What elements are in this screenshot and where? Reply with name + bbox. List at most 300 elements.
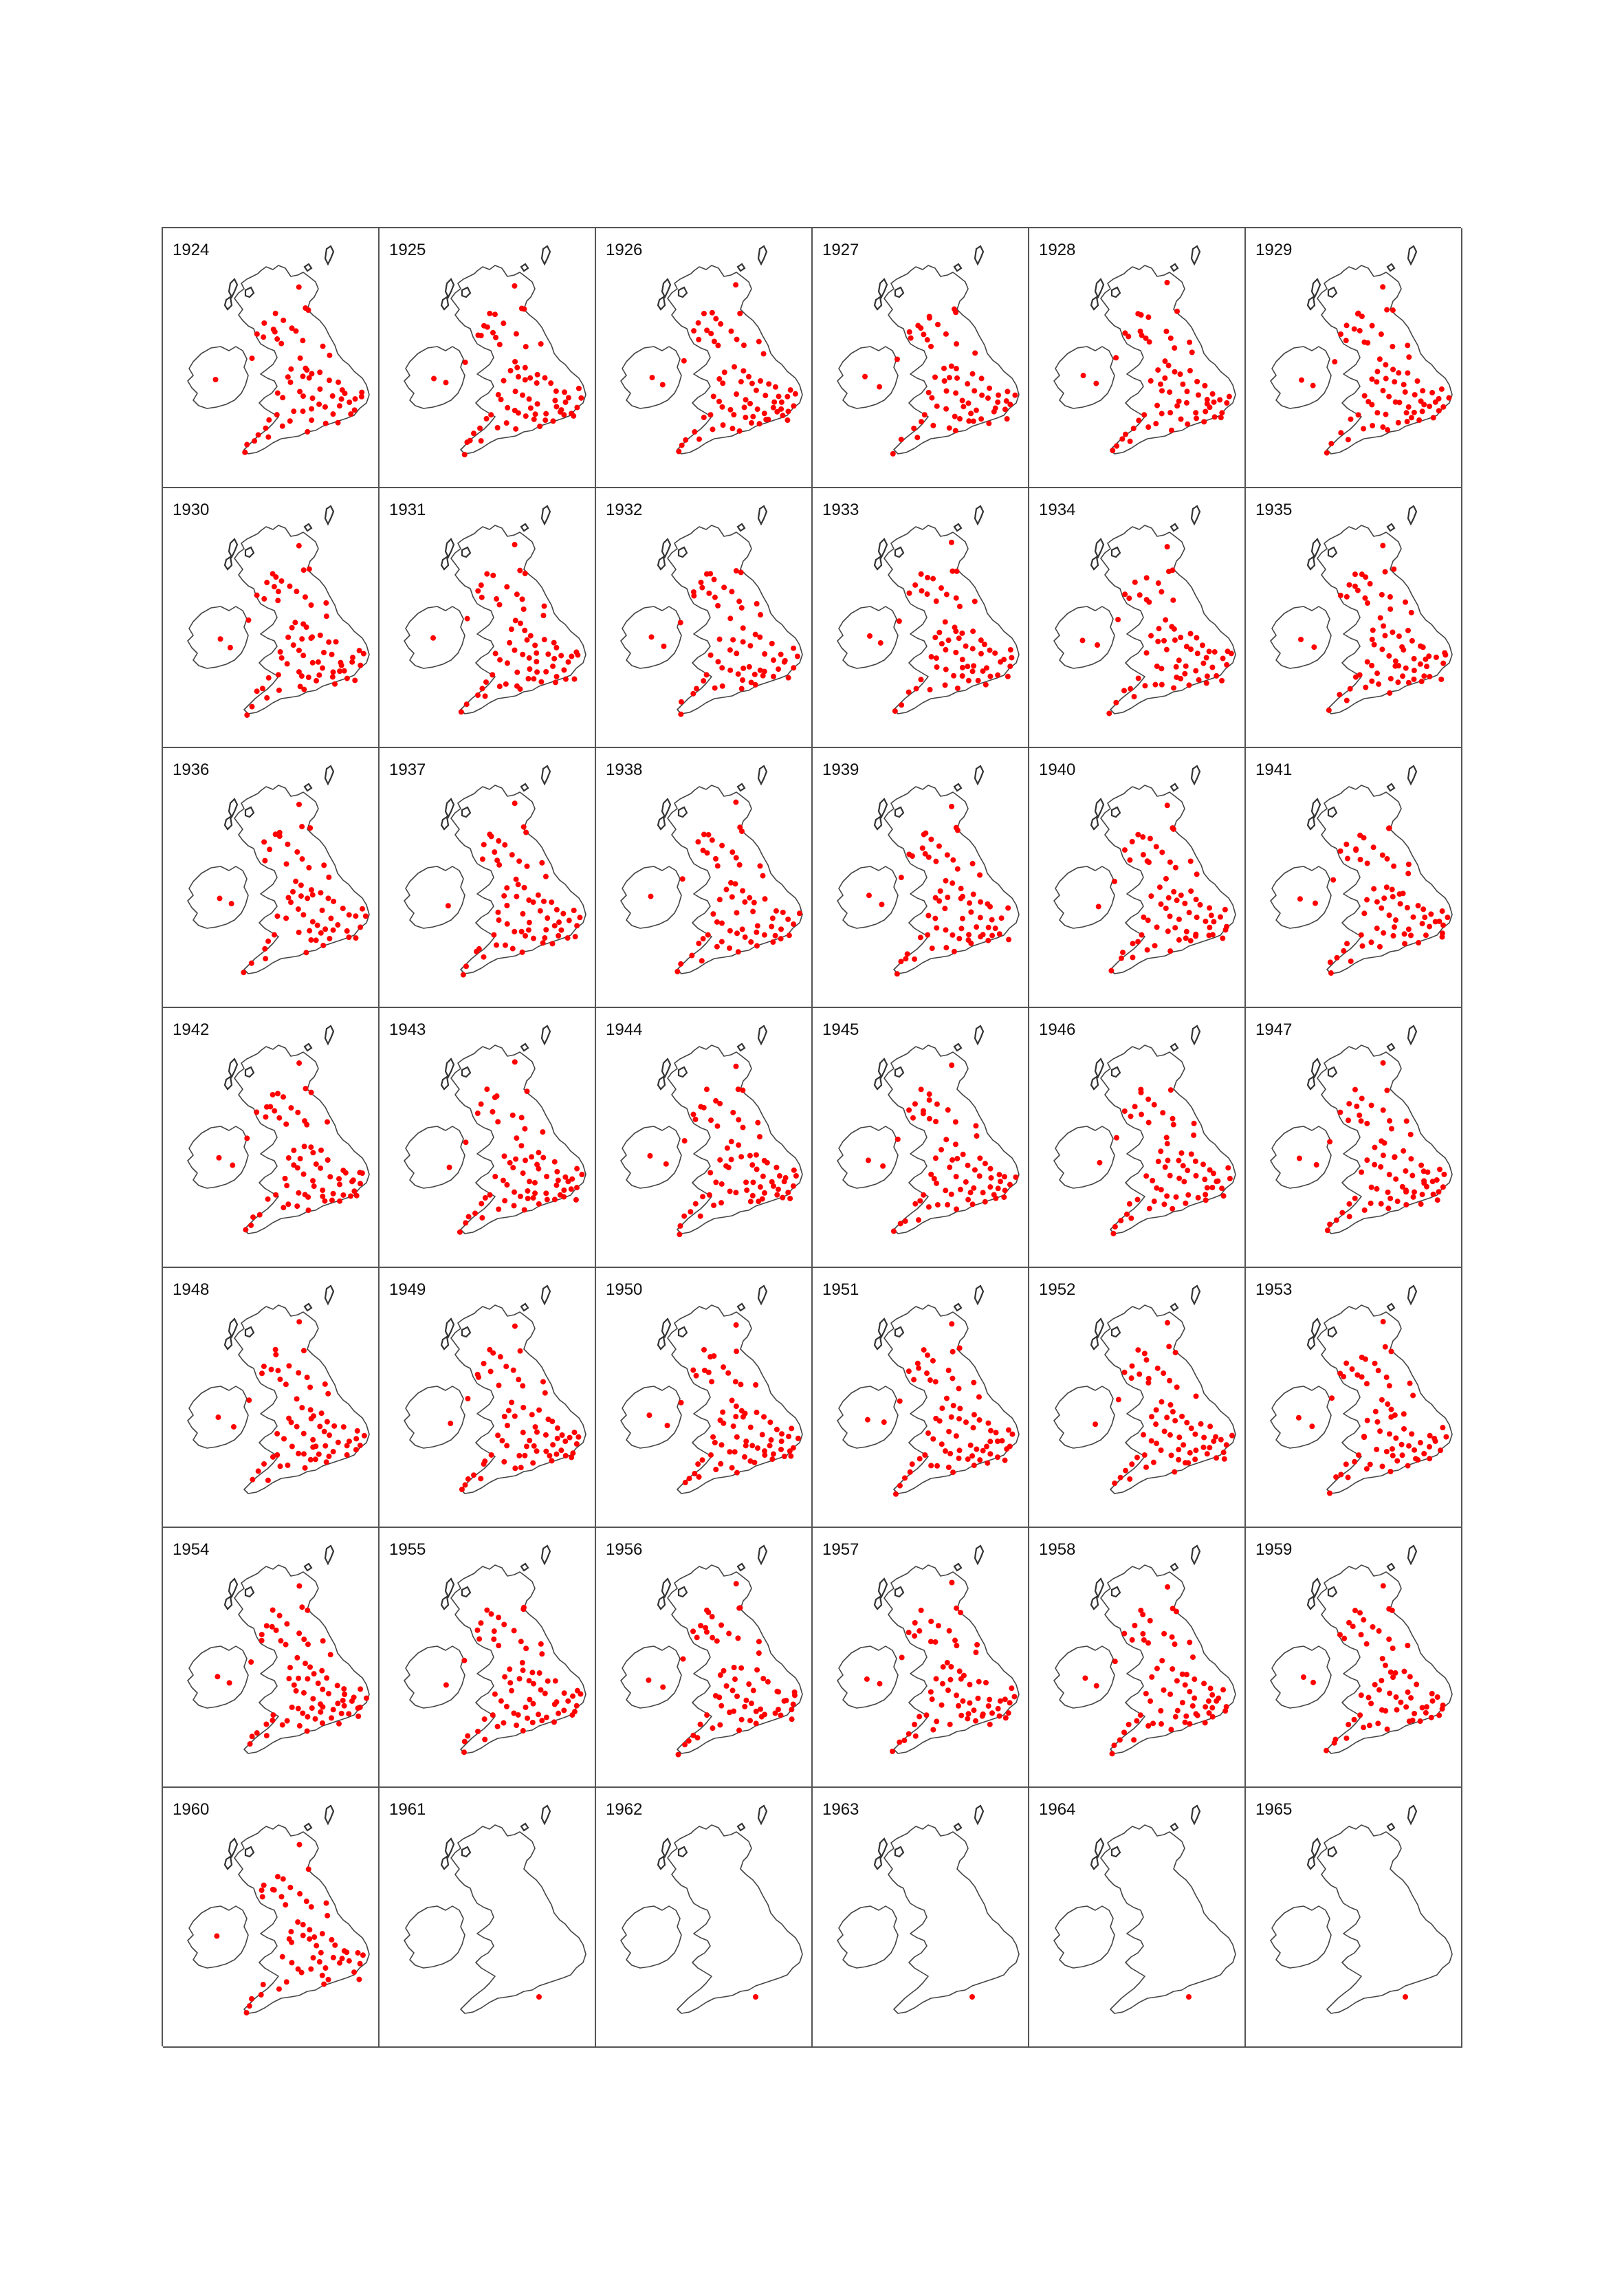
outer-hebrides <box>658 279 670 309</box>
record-dot <box>1172 1418 1178 1423</box>
record-dot <box>327 936 332 941</box>
isle-of-skye <box>1112 547 1120 557</box>
record-dot <box>497 684 503 689</box>
year-label: 1953 <box>1255 1280 1293 1299</box>
record-dot <box>760 1174 766 1179</box>
record-dot <box>523 830 529 835</box>
record-dot <box>555 1425 560 1431</box>
map-panel <box>163 228 380 488</box>
record-dot <box>1399 1442 1405 1447</box>
record-dot <box>571 908 577 913</box>
year-label: 1946 <box>1039 1020 1076 1039</box>
record-dot <box>784 417 790 423</box>
record-dot <box>1374 410 1380 415</box>
record-dot <box>1174 1608 1179 1614</box>
outer-hebrides <box>1308 799 1320 829</box>
record-dot <box>1394 1458 1400 1464</box>
record-dot <box>309 1416 314 1421</box>
record-dot <box>472 1210 478 1216</box>
record-dot <box>1352 326 1357 331</box>
record-dot <box>1402 931 1407 937</box>
record-dot <box>1135 832 1141 838</box>
record-dot <box>737 862 743 868</box>
record-dot <box>1408 932 1414 938</box>
record-dot <box>1214 1455 1219 1461</box>
record-dot <box>474 949 479 954</box>
record-dot <box>516 374 521 380</box>
record-dot <box>1159 849 1165 855</box>
record-dot <box>993 926 998 931</box>
record-dot <box>1440 922 1446 928</box>
record-dot <box>1002 406 1008 412</box>
record-dot <box>320 1704 325 1709</box>
record-dot <box>1159 1658 1165 1663</box>
british-isles-map <box>163 748 380 1008</box>
shetland-islands <box>1408 766 1416 784</box>
record-dot <box>1145 314 1151 320</box>
record-dot <box>1376 681 1381 687</box>
record-dot <box>771 405 776 411</box>
record-dot <box>1361 910 1367 916</box>
record-dot <box>516 411 521 416</box>
record-dot <box>311 1183 317 1189</box>
record-dot <box>527 1697 532 1703</box>
record-dot <box>542 935 547 941</box>
record-dot <box>731 1708 736 1714</box>
record-dot <box>552 923 558 928</box>
british-isles-map <box>813 1788 1029 2048</box>
record-dot <box>1355 588 1361 593</box>
record-dot <box>934 925 939 930</box>
record-dot <box>1337 1632 1343 1637</box>
record-dot <box>951 1403 956 1408</box>
map-panel <box>1029 228 1246 488</box>
record-dot <box>1188 938 1194 943</box>
outer-hebrides <box>1091 1319 1104 1349</box>
record-dot <box>1159 1447 1164 1453</box>
record-dot <box>959 631 965 636</box>
record-dot <box>1194 379 1200 384</box>
record-dot <box>956 1416 962 1421</box>
record-dot <box>248 1659 254 1665</box>
year-label: 1926 <box>606 241 643 259</box>
record-dot <box>778 1713 783 1718</box>
record-dot <box>952 414 958 419</box>
record-dot <box>750 1193 756 1199</box>
record-dot <box>333 639 339 644</box>
record-dot <box>320 1194 325 1199</box>
record-dot <box>461 972 466 978</box>
record-dot <box>295 1919 300 1925</box>
record-dot <box>1152 943 1158 948</box>
record-dot <box>977 1155 983 1161</box>
record-dot <box>1196 677 1202 683</box>
record-dot <box>316 673 322 678</box>
record-dot <box>1391 933 1396 939</box>
record-dot <box>1160 1110 1165 1115</box>
record-dot <box>1170 598 1176 603</box>
record-dot <box>296 1676 301 1681</box>
record-dot <box>718 1200 724 1205</box>
record-dot <box>1370 323 1375 329</box>
record-dot <box>574 923 580 928</box>
record-dot <box>261 1982 266 1987</box>
record-dot <box>740 926 745 932</box>
record-dot <box>492 311 498 317</box>
british-isles-map <box>380 1788 596 2048</box>
record-dot <box>994 1430 999 1435</box>
record-dot <box>1132 1623 1137 1628</box>
record-dot <box>1418 1440 1423 1445</box>
record-dot <box>254 331 260 337</box>
record-dot <box>1172 369 1178 375</box>
record-dot <box>502 1198 507 1203</box>
record-dot <box>987 904 993 910</box>
record-dot <box>1357 1113 1362 1118</box>
record-dot <box>1420 388 1425 393</box>
record-dot <box>532 1180 538 1185</box>
record-dot <box>475 692 481 698</box>
record-dot <box>765 1679 771 1685</box>
record-dot <box>733 1190 738 1195</box>
record-dot <box>698 1722 703 1727</box>
record-dot <box>504 1182 509 1188</box>
record-dot <box>729 1465 735 1471</box>
record-dot <box>942 906 947 911</box>
record-dot <box>1196 1195 1201 1201</box>
record-dot <box>1007 1182 1013 1188</box>
record-dot <box>897 1483 903 1489</box>
record-dot <box>514 331 519 337</box>
record-dot <box>1405 628 1411 633</box>
record-dot <box>284 1621 289 1627</box>
isle-of-skye <box>1112 807 1120 817</box>
record-dot <box>1227 394 1232 400</box>
record-dot <box>294 1655 300 1661</box>
record-dot <box>471 430 476 436</box>
record-dot <box>1146 860 1152 865</box>
record-dot <box>531 1195 536 1201</box>
record-dot <box>1418 1163 1424 1168</box>
record-dot <box>985 938 991 943</box>
record-dot <box>969 1453 975 1458</box>
record-dot <box>960 657 965 662</box>
record-dot <box>1202 383 1207 389</box>
record-dot <box>708 1452 714 1458</box>
record-dot <box>553 1183 559 1188</box>
record-dot <box>755 923 760 928</box>
record-dot <box>950 1349 956 1355</box>
map-panel <box>163 1008 380 1268</box>
record-dot <box>1154 844 1159 849</box>
record-dot <box>701 1105 707 1111</box>
record-dot <box>1176 1457 1181 1463</box>
record-dot <box>941 1664 946 1670</box>
record-dot <box>1430 1698 1436 1704</box>
record-dot <box>496 1383 502 1388</box>
coastline-britain <box>668 785 802 974</box>
record-dot <box>322 1381 328 1387</box>
record-dot <box>533 411 538 417</box>
record-dot <box>355 1714 361 1719</box>
record-dot <box>1119 956 1124 961</box>
record-dot <box>330 411 336 417</box>
record-dot <box>1225 1165 1231 1170</box>
record-dot <box>947 1451 953 1456</box>
record-dot <box>520 1430 526 1435</box>
record-dot <box>533 1424 538 1430</box>
record-dot <box>788 387 793 393</box>
record-dot <box>1005 416 1010 422</box>
isle-of-skye <box>245 547 254 557</box>
record-dot <box>716 399 722 404</box>
record-dot <box>925 913 931 919</box>
record-dot <box>1130 1364 1135 1369</box>
record-dot <box>972 1463 977 1468</box>
record-dot <box>1130 1637 1135 1643</box>
map-panel <box>1246 1268 1462 1528</box>
map-panel <box>1246 488 1462 748</box>
record-dot <box>1184 644 1189 649</box>
record-dot <box>724 1683 729 1689</box>
record-dot <box>257 1212 263 1218</box>
record-dot <box>714 919 720 925</box>
record-dot <box>1127 857 1132 863</box>
record-dot <box>276 672 281 677</box>
map-panel <box>1029 488 1246 748</box>
record-dot <box>1416 417 1422 423</box>
record-dot <box>1374 926 1380 931</box>
record-dot <box>1187 1450 1193 1456</box>
record-dot <box>1210 932 1216 937</box>
record-dot <box>736 1727 742 1733</box>
record-dot <box>792 1692 798 1698</box>
record-dot <box>1390 894 1396 899</box>
record-dot <box>1423 657 1428 662</box>
record-dot <box>535 401 540 406</box>
record-dot <box>747 643 753 648</box>
record-dot <box>284 1183 289 1188</box>
coastline-ireland <box>1271 1906 1331 1968</box>
record-dot <box>698 1623 703 1628</box>
record-dot <box>246 1397 252 1403</box>
record-dot <box>294 1396 300 1401</box>
record-dot <box>995 673 1000 678</box>
record-dot <box>699 585 705 591</box>
record-dot <box>1376 1628 1382 1634</box>
record-dot <box>320 666 325 671</box>
record-dot <box>965 1197 971 1203</box>
record-dot <box>1137 592 1143 598</box>
coastline-ireland <box>1054 866 1115 928</box>
record-dot <box>346 934 351 940</box>
record-dot <box>287 584 292 589</box>
record-dot <box>686 1476 692 1481</box>
record-dot <box>688 1209 693 1214</box>
record-dot <box>757 635 762 640</box>
record-dot <box>751 900 757 906</box>
record-dot <box>1352 1717 1357 1723</box>
record-dot <box>265 1478 271 1483</box>
record-dot <box>1224 1442 1229 1447</box>
record-dot <box>995 400 1000 405</box>
record-dot <box>919 588 925 593</box>
record-dot <box>309 602 314 608</box>
british-isles-map <box>813 1268 1029 1528</box>
record-dot <box>1401 1148 1406 1154</box>
record-dot <box>499 1438 505 1443</box>
outer-hebrides <box>225 799 237 829</box>
record-dot <box>1326 708 1332 713</box>
record-dot <box>877 384 882 390</box>
record-dot <box>791 403 796 408</box>
record-dot <box>1388 1348 1394 1354</box>
record-dot <box>866 1157 871 1163</box>
record-dot <box>543 927 549 932</box>
record-dot <box>1384 1375 1390 1380</box>
record-dot <box>930 1358 936 1364</box>
record-dot <box>471 1472 476 1478</box>
record-dot <box>993 1196 998 1201</box>
record-dot <box>1369 663 1374 668</box>
record-dot <box>272 329 278 335</box>
record-dot <box>1369 402 1374 408</box>
record-dot <box>791 1701 796 1707</box>
record-dot <box>1183 1720 1188 1725</box>
record-dot <box>1005 389 1010 394</box>
record-dot <box>538 679 544 685</box>
record-dot <box>574 1703 580 1709</box>
record-dot <box>1411 677 1416 682</box>
record-dot <box>331 1423 337 1429</box>
year-label: 1958 <box>1039 1540 1076 1559</box>
record-dot <box>1385 1190 1391 1195</box>
record-dot <box>678 961 683 967</box>
record-dot <box>1175 1708 1181 1714</box>
record-dot <box>348 411 353 417</box>
coastline-ireland <box>404 1126 465 1188</box>
record-dot <box>1422 915 1427 920</box>
record-dot <box>539 1651 545 1657</box>
record-dot <box>646 1412 652 1418</box>
record-dot <box>986 1703 991 1709</box>
record-dot <box>307 1664 313 1670</box>
outer-hebrides <box>658 1579 670 1609</box>
record-dot <box>701 311 707 316</box>
record-dot <box>690 1628 696 1634</box>
record-dot <box>231 1424 237 1430</box>
coastline-ireland <box>188 606 248 668</box>
outer-hebrides <box>225 539 237 569</box>
record-dot <box>907 591 912 596</box>
isle-of-skye <box>1328 1847 1337 1857</box>
record-dot <box>1354 1104 1359 1109</box>
year-label: 1924 <box>173 241 210 259</box>
record-dot <box>965 1716 970 1721</box>
record-dot <box>705 832 711 838</box>
record-dot <box>710 1635 715 1641</box>
record-dot <box>303 1465 308 1471</box>
record-dot <box>296 543 302 549</box>
record-dot <box>1162 1429 1167 1434</box>
record-dot <box>483 1195 488 1201</box>
record-dot <box>742 1454 747 1460</box>
record-dot <box>1082 1675 1088 1681</box>
record-dot <box>341 1424 347 1430</box>
record-dot <box>1165 1584 1170 1590</box>
record-dot <box>753 1994 758 2000</box>
record-dot <box>1111 1742 1117 1748</box>
record-dot <box>683 1480 688 1485</box>
record-dot <box>1362 1207 1368 1213</box>
record-dot <box>1365 860 1370 866</box>
record-dot <box>1401 1669 1407 1674</box>
record-dot <box>1412 1711 1417 1716</box>
record-dot <box>332 681 338 687</box>
record-dot <box>278 341 284 347</box>
record-dot <box>1380 424 1385 430</box>
record-dot <box>704 850 710 855</box>
record-dot <box>518 1194 523 1199</box>
record-dot <box>490 1109 495 1115</box>
record-dot <box>650 375 655 380</box>
record-dot <box>788 1454 793 1459</box>
record-dot <box>534 669 540 675</box>
coastline-ireland <box>1054 1906 1115 1968</box>
record-dot <box>285 895 291 900</box>
record-dot <box>1176 1158 1181 1163</box>
record-dot <box>693 1201 699 1207</box>
record-dot <box>341 1686 347 1692</box>
record-dot <box>561 1707 567 1713</box>
record-dot <box>354 1193 360 1199</box>
record-dot <box>1136 675 1141 681</box>
record-dot <box>522 1207 527 1212</box>
record-dot <box>277 1613 283 1619</box>
record-dot <box>1211 1170 1216 1176</box>
coastline-ireland <box>837 347 898 408</box>
record-dot <box>1390 344 1395 349</box>
british-isles-map <box>163 1268 380 1528</box>
record-dot <box>527 1678 532 1683</box>
record-dot <box>927 1116 932 1122</box>
orkney-islands <box>954 1564 961 1571</box>
record-dot <box>322 404 328 410</box>
record-dot <box>306 1866 311 1872</box>
record-dot <box>1353 675 1359 680</box>
record-dot <box>774 409 780 415</box>
record-dot <box>956 936 962 941</box>
record-dot <box>1179 1414 1185 1419</box>
record-dot <box>960 673 965 679</box>
record-dot <box>1370 1624 1376 1630</box>
record-dot <box>734 568 739 573</box>
record-dot <box>443 380 449 385</box>
record-dot <box>997 1714 1002 1719</box>
record-dot <box>523 413 529 419</box>
record-dot <box>719 843 725 849</box>
orkney-islands <box>1171 524 1178 531</box>
record-dot <box>1383 1663 1388 1668</box>
record-dot <box>769 1179 775 1185</box>
record-dot <box>303 1086 309 1091</box>
record-dot <box>502 842 507 848</box>
record-dot <box>1144 651 1150 656</box>
record-dot <box>310 1150 316 1155</box>
record-dot <box>698 1214 703 1219</box>
record-dot <box>1214 1179 1219 1184</box>
record-dot <box>1007 1700 1013 1705</box>
